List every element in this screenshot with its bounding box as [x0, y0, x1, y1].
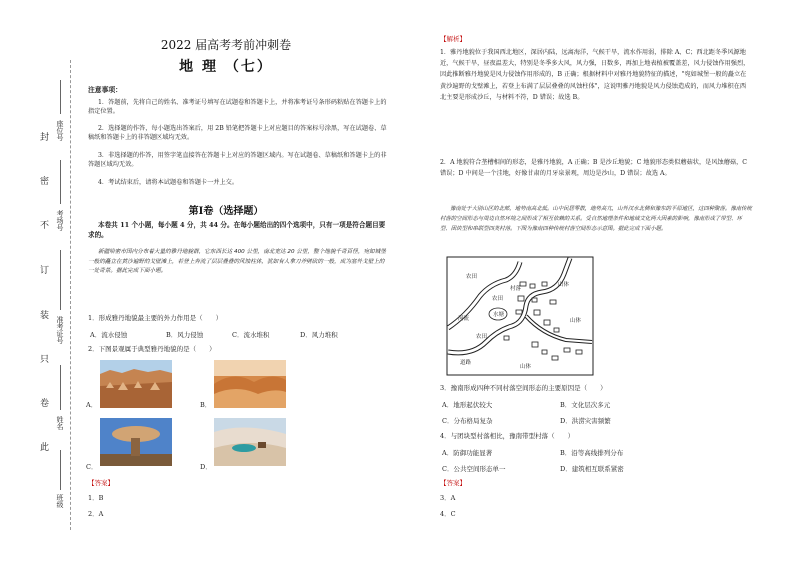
sand-dune-photo — [214, 360, 286, 408]
question-1-option-d[interactable]: D．风力堆积 — [300, 331, 338, 339]
field-exam-number: 准考证号 — [56, 316, 64, 344]
analysis-paragraph-2: 2．A 地貌符合垄槽相间的形态，是雅丹地貌，A 正确；B 是沙丘地貌；C 地貌形态类似蘑菇状，是风蚀蘑菇，C 错误；D 中间是一个洼地，好像甘肃的月牙泉景观，周边是沙山，D 错误；故选 A。 — [440, 159, 748, 178]
question-1-option-c[interactable]: C．流水堆积 — [232, 331, 270, 339]
map-label: 农田 — [476, 334, 488, 340]
map-label: 山体 — [570, 318, 582, 324]
question-2-option-c[interactable]: C． — [86, 463, 98, 471]
question-4-stem: 4．与团块型村落相比，豫南带型村落（ ） — [440, 432, 575, 440]
note-item: 2．选择题的作答，每小题选出答案后，用 2B 铅笔把答题卡上对应题目的答案标号涂黑，写在试题卷、草稿纸和答题卡上的非答题区域均无效。 — [88, 125, 387, 142]
answer-3: 3．A — [440, 494, 456, 502]
seal-char: 卷 — [38, 398, 48, 407]
question-3-option-b[interactable]: B．文化层次多元 — [560, 401, 611, 409]
question-4-option-a[interactable]: A．防御功能显著 — [442, 449, 493, 457]
village-layout-map — [446, 256, 594, 376]
analysis-paragraph-1: 1．雅丹地貌位于我国西北地区，深居内陆，远离海洋，气候干旱，流水作用弱，排除 A、C；西北距冬季风源地近，气候干旱，昼夜温差大，特别是冬季多大风，风力强，日数多，再加上地表植被覆盖差，风力侵蚀作用强烈，因此推断雅丹地貌是风力侵蚀作用形成的，B 正确；根据材料中对雅丹地貌特征的描述，"宛如城堡一般的矗立在黄沙遍野的戈壁滩上，若登上布满了层层叠叠的风蚀柱体"，这说明雅丹地貌是风力侵蚀造成的，而风力堆积在西北主要是形成沙丘，与材料不符，D 错误；故选 B。 — [440, 49, 750, 101]
map-label: 河流 — [458, 316, 470, 322]
answer-4: 4．C — [440, 510, 456, 518]
map-label: 水塘 — [493, 312, 505, 318]
notes-heading: 注意事项： — [88, 86, 122, 94]
seal-char: 装 — [38, 310, 48, 319]
map-label: 村落 — [510, 286, 522, 292]
question-1-stem: 1．形成雅丹地貌最主要的外力作用是（ ） — [88, 314, 223, 322]
question-4-option-b[interactable]: B．沿等高线排列分布 — [560, 449, 624, 457]
question-3-option-a[interactable]: A．地形起伏较大 — [442, 401, 493, 409]
yardang-landform-photo — [100, 360, 172, 408]
crescent-spring-photo — [214, 418, 286, 466]
map-label: 山体 — [558, 282, 570, 288]
seal-char: 不 — [38, 220, 48, 229]
seal-char: 订 — [38, 265, 48, 274]
subject-title: 地 理 （七） — [179, 59, 273, 75]
mushroom-rock-photo — [100, 418, 172, 466]
note-item: 3．非选择题的作答，用签字笔直接答在答题卡上对应的答题区域内。写在试题卷、草稿纸和答题卡上的非答题区域均无效。 — [88, 152, 387, 169]
analysis-tag: 【解析】 — [440, 35, 466, 43]
question-2-stem: 2．下图景观属于典型雅丹地貌的是（ ） — [88, 345, 216, 353]
seal-char: 只 — [38, 354, 48, 363]
binding-line — [70, 60, 71, 530]
map-label: 农田 — [466, 274, 478, 280]
question-3-option-d[interactable]: D．洪涝灾害频繁 — [560, 417, 611, 425]
seal-char: 密 — [38, 176, 48, 185]
field-line — [60, 80, 61, 114]
section-intro: 本卷共 11 个小题，每小题 4 分，共 44 分。在每小题给出的四个选项中，只有一项是符合题目要求的。 — [88, 221, 386, 239]
exam-title: 2022 届高考考前冲刺卷 — [160, 38, 292, 52]
question-2-option-b[interactable]: B． — [200, 401, 212, 409]
question-4-option-c[interactable]: C．公共空间形态单一 — [442, 465, 506, 473]
question-4-option-d[interactable]: D．建筑相互联系紧密 — [560, 465, 624, 473]
field-line — [60, 250, 61, 310]
question-2-option-d[interactable]: D． — [200, 463, 212, 471]
seal-char: 封 — [38, 132, 48, 141]
map-label: 道路 — [460, 360, 472, 366]
answer-tag: 【答案】 — [88, 479, 114, 487]
map-label: 山体 — [520, 364, 532, 370]
passage-1: 新疆哈密市国内分布着大量的雅丹地貌群，它东西长达 400 公里，南北宽达 20 公里，整个地貌千奇百怪，宛如城堡一般的矗立在黄沙遍野的戈壁滩上，若登上奔流了层层叠叠的风蚀柱体，犹如有人拿刀斧劈砍的一般，成为塞外戈壁上的一处奇景。据此完成下面小题。 — [88, 249, 386, 274]
note-item: 4．考试结束后，请将本试题卷和答题卡一并上交。 — [98, 179, 239, 186]
field-seat-number: 座位号 — [56, 120, 64, 141]
map-label: 农田 — [492, 296, 504, 302]
answer-1: 1．B — [88, 494, 104, 502]
seal-char: 此 — [38, 442, 48, 451]
field-name: 姓名 — [56, 416, 64, 430]
question-2-option-a[interactable]: A． — [86, 401, 98, 409]
field-line — [60, 160, 61, 204]
question-3-option-c[interactable]: C．分布格局复杂 — [442, 417, 493, 425]
field-line — [60, 450, 61, 490]
answer-2: 2．A — [88, 510, 104, 518]
answer-tag: 【答案】 — [440, 479, 466, 487]
question-1-option-a[interactable]: A．流水侵蚀 — [90, 331, 128, 339]
field-line — [60, 365, 61, 410]
field-room-number: 考场号 — [56, 210, 64, 231]
question-1-option-b[interactable]: B．风力侵蚀 — [166, 331, 204, 339]
question-3-stem: 3．豫南形成四种不同村落空间形态的主要原因是（ ） — [440, 384, 607, 392]
passage-2: 豫南处于大别山区的北部，地势南高北低。山中民居零散，地势高亢，山外汉水北侧和豫东的平原地区，这四种聚落。豫南传统村落的空间形态与周边自然环境之间形成了相互依赖的关系。受自然地理条件和地域文化两大因素的影响，豫南形成了带型、环型、团块型和串联型四类村落。下图为豫南四种传统村落空间形态示意图。据此完成下面小题。 — [440, 206, 752, 232]
section-title: 第Ⅰ卷（选择题） — [188, 206, 264, 217]
field-class: 班级 — [56, 494, 64, 508]
note-item: 1．答题前，先将自己的姓名、准考证号填写在试题卷和答题卡上，并将准考证号条形码粘贴在答题卡上的指定位置。 — [88, 99, 387, 116]
